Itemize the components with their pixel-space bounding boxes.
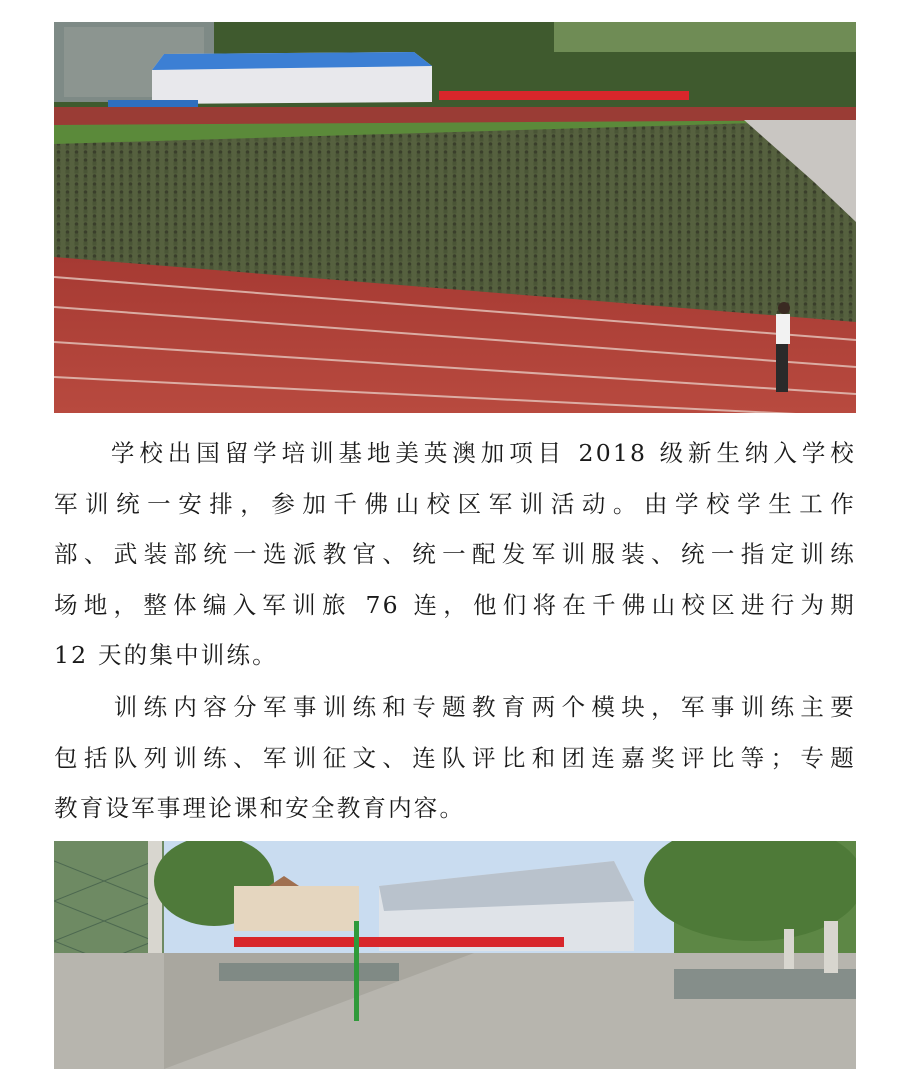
intro-paragraph <box>54 428 856 681</box>
paragraph-line: 包括队列训练、军训征文、连队评比和团连嘉奖评比等；专题 <box>54 743 856 772</box>
training-content-paragraph <box>54 682 856 834</box>
training-formation-photo <box>54 22 856 413</box>
paragraph-line: 学校出国留学培训基地美英澳加项目 2018 级新生纳入学校 <box>54 439 856 467</box>
paragraph-line: 部、武装部统一选派教官、统一配发军训服装、统一指定训练 <box>54 540 856 568</box>
paragraph-line: 教育设军事理论课和安全教育内容。 <box>54 794 466 822</box>
paragraph-line: 12 天的集中训练。 <box>54 641 278 669</box>
paragraph-line: 军训统一安排，参加千佛山校区军训活动。由学校学生工作 <box>54 489 856 518</box>
campus-plaza-photo <box>54 841 856 1069</box>
paragraph-line: 场地，整体编入军训旅 76 连，他们将在千佛山校区进行为期 <box>54 590 856 619</box>
paragraph-line: 训练内容分军事训练和专题教育两个模块，军事训练主要 <box>54 693 856 721</box>
